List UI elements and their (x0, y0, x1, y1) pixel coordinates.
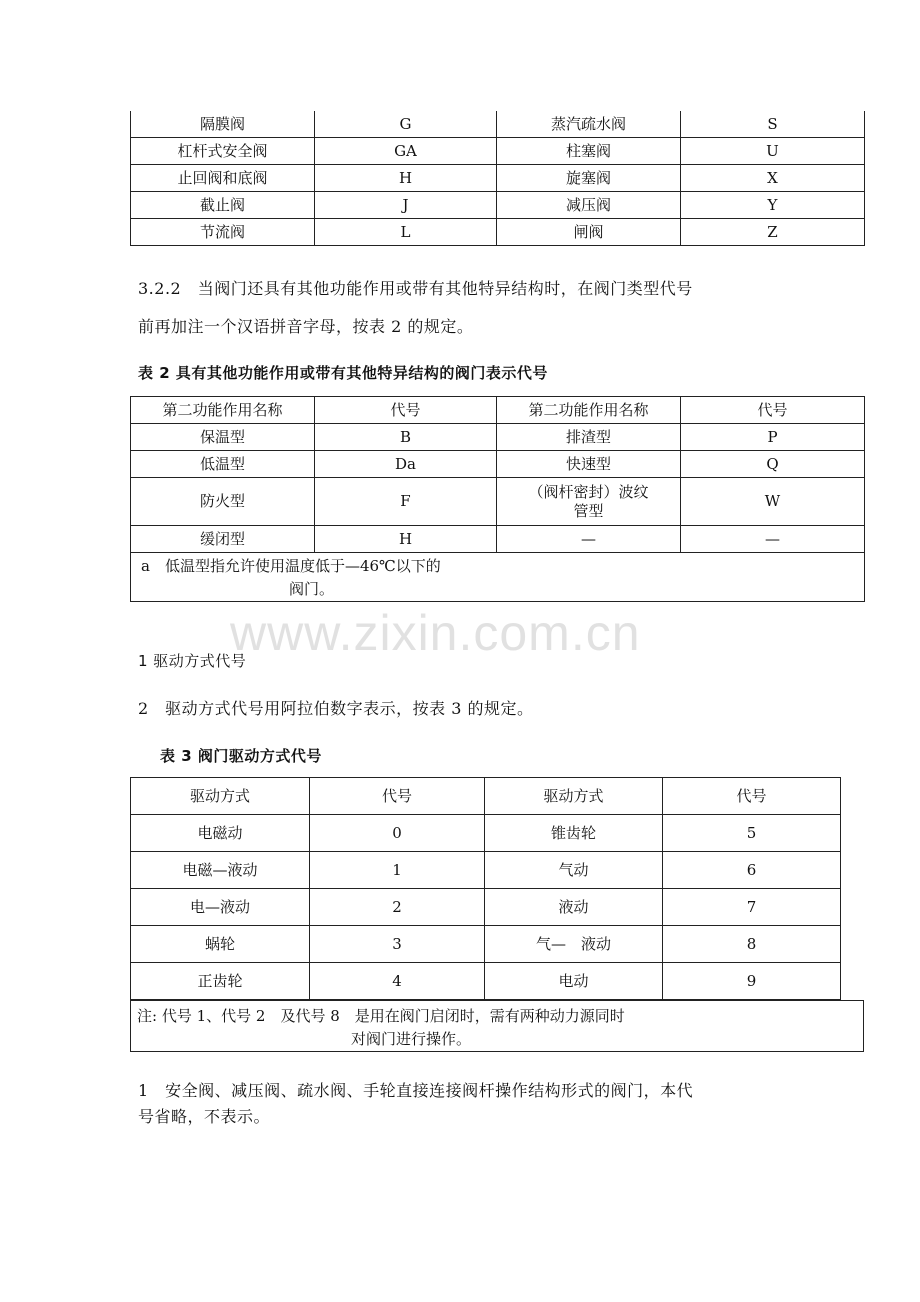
table-cell: L (315, 219, 497, 246)
table-cell: 6 (663, 852, 841, 889)
column-header: 第二功能作用名称 (497, 397, 681, 424)
table-cell: 0 (310, 815, 485, 852)
table-cell: B (315, 424, 497, 451)
footnote-line2: 阀门。 (289, 580, 335, 598)
final-paragraph-line2: 号省略，不表示。 (138, 1107, 271, 1126)
table-row (131, 815, 841, 852)
table-cell: 气— 液动 (485, 926, 663, 963)
table-header-row (131, 778, 841, 815)
table-row (131, 478, 865, 526)
table-cell: 闸阀 (497, 219, 681, 246)
column-header: 代号 (681, 397, 865, 424)
table-row (131, 192, 865, 219)
table-row (131, 138, 865, 165)
table-cell: 电磁—液动 (131, 852, 310, 889)
table-row (131, 926, 841, 963)
table-cell: 2 (310, 889, 485, 926)
table-cell: J (315, 192, 497, 219)
column-header: 代号 (310, 778, 485, 815)
table-cell: — (497, 526, 681, 553)
table-row (131, 889, 841, 926)
table-cell: 节流阀 (131, 219, 315, 246)
table-cell: 正齿轮 (131, 963, 310, 1000)
table-cell: 电动 (485, 963, 663, 1000)
paragraph-drive: 2 驱动方式代号用阿拉伯数字表示，按表 3 的规定。 (138, 699, 534, 718)
table-cell: 气动 (485, 852, 663, 889)
table-cell: 柱塞阀 (497, 138, 681, 165)
table-cell: F (315, 478, 497, 526)
table3-note-box (130, 1000, 864, 1052)
table-cell: W (681, 478, 865, 526)
table-row (131, 963, 841, 1000)
final-paragraph-line1: 1 安全阀、减压阀、疏水阀、手轮直接连接阀杆操作结构形式的阀门，本代 (138, 1081, 694, 1100)
drive-mode-code-table (130, 777, 841, 1000)
table-cell: 保温型 (131, 424, 315, 451)
table-cell: Da (315, 451, 497, 478)
table-cell: 7 (663, 889, 841, 926)
column-header: 驱动方式 (485, 778, 663, 815)
table-cell: 1 (310, 852, 485, 889)
table-row (131, 111, 865, 138)
table-cell: 缓闭型 (131, 526, 315, 553)
table3-caption: 表 3 阀门驱动方式代号 (160, 747, 322, 765)
table-cell: G (315, 111, 497, 138)
column-header: 驱动方式 (131, 778, 310, 815)
valve-type-code-table (130, 111, 865, 246)
table-cell: 截止阀 (131, 192, 315, 219)
table-cell: 3 (310, 926, 485, 963)
table-cell: — (681, 526, 865, 553)
column-header: 第二功能作用名称 (131, 397, 315, 424)
table3-note-line2: 对阀门进行操作。 (351, 1030, 472, 1048)
table-cell: 减压阀 (497, 192, 681, 219)
footnote-line1: a 低温型指允许使用温度低于—46℃以下的 (141, 557, 441, 575)
column-header: 代号 (663, 778, 841, 815)
table-cell: U (681, 138, 865, 165)
table-cell: GA (315, 138, 497, 165)
table-cell: （阀杆密封）波纹管型 (497, 478, 681, 526)
table-cell: 排渣型 (497, 424, 681, 451)
table-cell: Q (681, 451, 865, 478)
table-row (131, 526, 865, 553)
second-function-code-table (130, 396, 865, 602)
table-cell: 旋塞阀 (497, 165, 681, 192)
table-cell: 防火型 (131, 478, 315, 526)
table-cell: 止回阀和底阀 (131, 165, 315, 192)
table-footnote (131, 553, 865, 602)
table-cell: 蒸汽疏水阀 (497, 111, 681, 138)
table-cell: 电磁动 (131, 815, 310, 852)
table-cell: 低温型 (131, 451, 315, 478)
table-cell: 8 (663, 926, 841, 963)
column-header: 代号 (315, 397, 497, 424)
table-cell: P (681, 424, 865, 451)
table-cell: 锥齿轮 (485, 815, 663, 852)
table-cell: 液动 (485, 889, 663, 926)
paragraph-3-2-2-line2: 前再加注一个汉语拼音字母，按表 2 的规定。 (138, 317, 474, 336)
section-heading-drive: 1 驱动方式代号 (138, 652, 247, 670)
table-note-row (131, 553, 865, 602)
table-cell: H (315, 165, 497, 192)
table-row (131, 424, 865, 451)
table-header-row (131, 397, 865, 424)
table3-note-line1: 注: 代号 1、代号 2 及代号 8 是用在阀门启闭时，需有两种动力源同时 (137, 1007, 625, 1025)
table-cell: 隔膜阀 (131, 111, 315, 138)
table-cell: 9 (663, 963, 841, 1000)
table-cell: 蜗轮 (131, 926, 310, 963)
table-cell: 快速型 (497, 451, 681, 478)
table-cell: Y (681, 192, 865, 219)
table-row (131, 165, 865, 192)
table-row (131, 451, 865, 478)
table-cell: X (681, 165, 865, 192)
table-cell: 杠杆式安全阀 (131, 138, 315, 165)
table-cell: 5 (663, 815, 841, 852)
watermark-text: www.zixin.com.cn (230, 605, 641, 661)
table-cell: 4 (310, 963, 485, 1000)
table2-caption: 表 2 具有其他功能作用或带有其他特异结构的阀门表示代号 (138, 364, 548, 382)
table-row (131, 219, 865, 246)
paragraph-3-2-2-line1: 3.2.2 当阀门还具有其他功能作用或带有其他特异结构时，在阀门类型代号 (138, 279, 693, 298)
table-cell: Z (681, 219, 865, 246)
table-cell: 电—液动 (131, 889, 310, 926)
table-row (131, 852, 841, 889)
table-cell: H (315, 526, 497, 553)
table-cell: S (681, 111, 865, 138)
